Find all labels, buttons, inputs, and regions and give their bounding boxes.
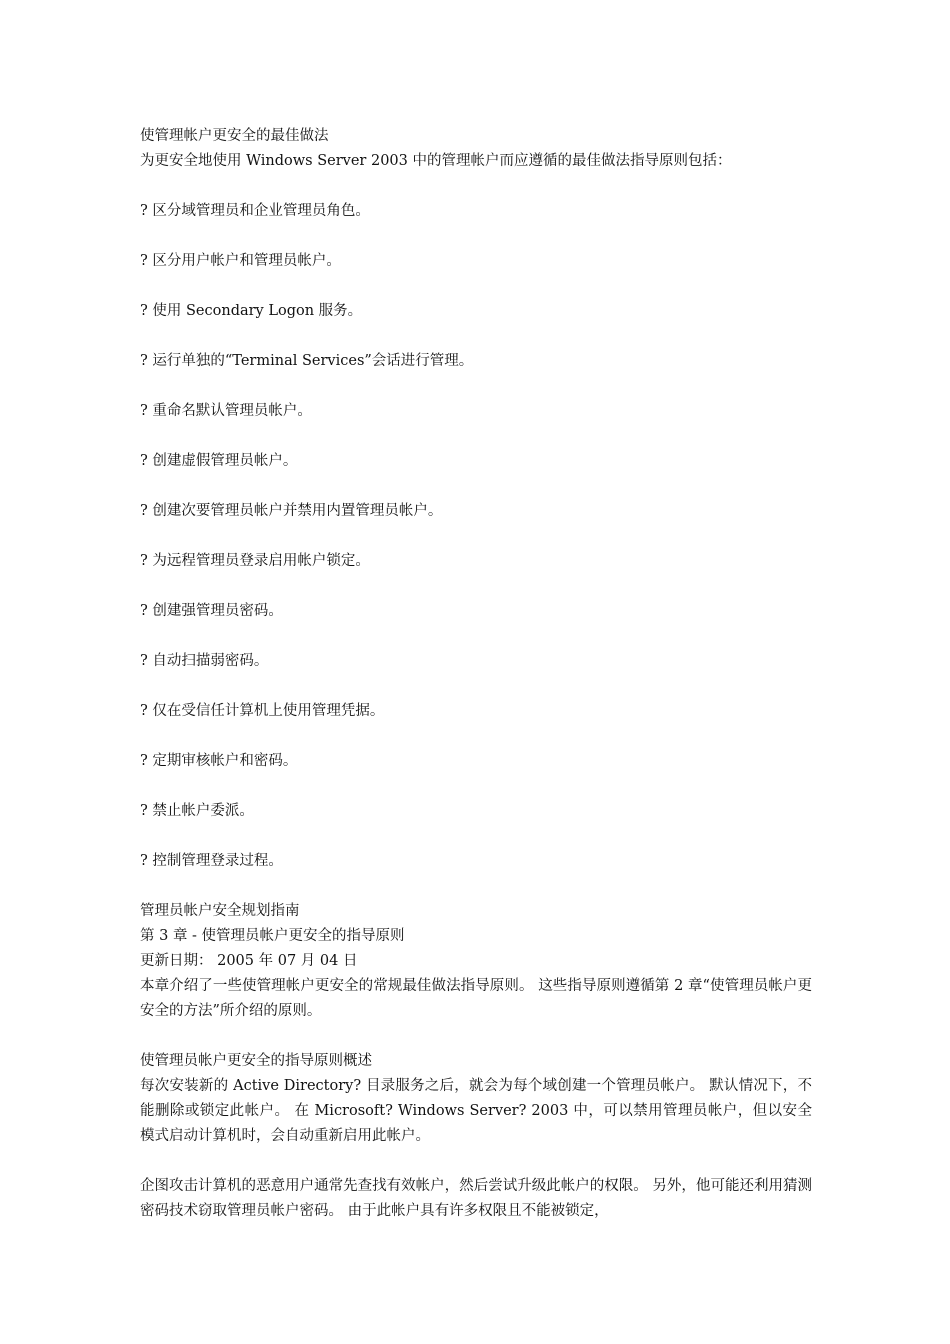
intro-line: 为更安全地使用 Windows Server 2003 中的管理帐户而应遵循的最佳做法指导原则包括：	[140, 153, 732, 169]
document-title: 使管理帐户更安全的最佳做法	[140, 128, 329, 144]
overview-paragraph-2: 企图攻击计算机的恶意用户通常先查找有效帐户，然后尝试升级此帐户的权限。 另外，他可能还利用猜测密码技术窃取管理员帐户密码。 由于此帐户具有许多权限且不能被锁定，	[140, 1178, 812, 1219]
overview-paragraph-1: 每次安装新的 Active Directory? 目录服务之后，就会为每个域创建一个管理员帐户。 默认情况下，不能删除或锁定此帐户。 在 Microsoft? Windows Server? 2003 中，可以禁用管理员帐户，但以安全模式启动计算机时，会自动重新启用此帐户。	[140, 1078, 812, 1144]
document-body	[140, 124, 812, 1224]
section-title: 管理员帐户安全规划指南	[140, 903, 300, 919]
list-item: ? 运行单独的“Terminal Services”会话进行管理。	[140, 353, 474, 369]
list-item: ? 控制管理登录过程。	[140, 853, 283, 869]
best-practice-list	[140, 199, 812, 874]
overview-title: 使管理员帐户更安全的指导原则概述	[140, 1053, 372, 1069]
spacer	[140, 174, 812, 199]
list-item: ? 区分域管理员和企业管理员角色。	[140, 203, 370, 219]
list-item: ? 禁止帐户委派。	[140, 803, 254, 819]
chapter-heading: 第 3 章 - 使管理员帐户更安全的指导原则	[140, 928, 405, 944]
list-item: ? 创建虚假管理员帐户。	[140, 453, 298, 469]
list-item: ? 重命名默认管理员帐户。	[140, 403, 312, 419]
list-item: ? 创建次要管理员帐户并禁用内置管理员帐户。	[140, 503, 443, 519]
spacer	[140, 1149, 812, 1174]
list-item: ? 使用 Secondary Logon 服务。	[140, 303, 363, 319]
list-item: ? 为远程管理员登录启用帐户锁定。	[140, 553, 370, 569]
list-item: ? 创建强管理员密码。	[140, 603, 283, 619]
list-item: ? 自动扫描弱密码。	[140, 653, 269, 669]
update-date: 更新日期： 2005 年 07 月 04 日	[140, 953, 358, 969]
chapter-intro-paragraph: 本章介绍了一些使管理帐户更安全的常规最佳做法指导原则。 这些指导原则遵循第 2 章“使管理员帐户更安全的方法”所介绍的原则。	[140, 978, 812, 1019]
list-item: ? 仅在受信任计算机上使用管理凭据。	[140, 703, 385, 719]
list-item: ? 区分用户帐户和管理员帐户。	[140, 253, 341, 269]
spacer	[140, 1024, 812, 1049]
list-item: ? 定期审核帐户和密码。	[140, 753, 298, 769]
